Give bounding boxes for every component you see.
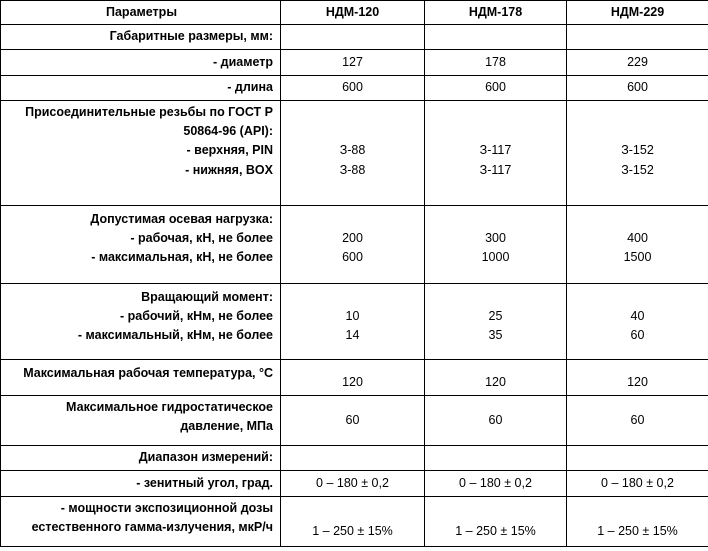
value-line xyxy=(572,103,703,122)
param-cell xyxy=(1,396,281,446)
value-line: 1500 xyxy=(623,250,652,265)
value-line: 120 xyxy=(627,374,648,389)
value-cell xyxy=(567,50,708,76)
param-line: - верхняя, PIN xyxy=(186,143,273,158)
param-line: давление, МПа xyxy=(180,419,273,434)
value-line: 1 – 250 ± 15% xyxy=(597,523,678,538)
param-cell xyxy=(1,206,281,284)
value-line: 600 xyxy=(342,80,363,95)
value-cell xyxy=(567,284,708,360)
value-cell xyxy=(281,360,425,396)
table-row xyxy=(1,206,708,284)
value-cell xyxy=(281,446,425,471)
value-line: 25 xyxy=(488,309,503,324)
value-line: 1000 xyxy=(481,250,510,265)
table-row xyxy=(1,50,708,76)
param-line: Габаритные размеры, мм: xyxy=(109,29,273,43)
value-line: 120 xyxy=(485,374,506,389)
param-cell xyxy=(1,101,281,206)
value-cell xyxy=(425,446,567,471)
param-line: 50864-96 (API): xyxy=(183,124,273,139)
table-row xyxy=(1,471,708,497)
param-line: - длина xyxy=(227,80,273,95)
table-row xyxy=(1,25,708,50)
value-cell xyxy=(567,206,708,284)
value-cell xyxy=(425,360,567,396)
value-cell xyxy=(425,471,567,497)
param-line: - диаметр xyxy=(213,54,273,69)
param-cell xyxy=(1,446,281,471)
param-line: - рабочий, кНм, не более xyxy=(119,309,273,324)
value-line: 229 xyxy=(627,54,648,69)
table-row xyxy=(1,360,708,396)
value-cell xyxy=(281,471,425,497)
value-line: 0 – 180 ± 0,2 xyxy=(601,475,674,490)
value-line: З-88 xyxy=(339,143,366,158)
value-line xyxy=(430,210,561,229)
value-cell xyxy=(425,396,567,446)
value-line: 35 xyxy=(488,328,503,343)
value-line xyxy=(286,288,419,307)
param-line: - нижняя, BOX xyxy=(185,162,273,177)
value-cell xyxy=(567,471,708,497)
value-line xyxy=(430,122,561,141)
value-cell xyxy=(281,25,425,50)
value-line: 10 xyxy=(345,309,360,324)
value-line xyxy=(572,288,703,307)
param-line: Максимальное гидростатическое xyxy=(66,400,273,414)
param-line: естественного гамма-излучения, мкР/ч xyxy=(31,520,273,535)
param-line: - мощности экспозиционной дозы xyxy=(60,501,273,515)
value-line: 0 – 180 ± 0,2 xyxy=(316,475,389,490)
value-line: 60 xyxy=(345,412,360,427)
table-row xyxy=(1,76,708,101)
value-cell xyxy=(425,497,567,547)
value-cell xyxy=(425,206,567,284)
value-line: 0 – 180 ± 0,2 xyxy=(459,475,532,490)
value-line: 40 xyxy=(630,309,645,324)
param-cell xyxy=(1,284,281,360)
header-params: Параметры xyxy=(1,1,281,25)
param-line: Диапазон измерений: xyxy=(138,450,273,464)
table-row xyxy=(1,446,708,471)
value-cell xyxy=(425,284,567,360)
param-cell xyxy=(1,360,281,396)
table-row xyxy=(1,396,708,446)
value-line: 400 xyxy=(627,231,648,246)
value-cell xyxy=(567,497,708,547)
param-line: - зенитный угол, град. xyxy=(136,475,273,490)
value-cell xyxy=(567,446,708,471)
param-line: Присоединительные резьбы по ГОСТ Р xyxy=(25,105,273,119)
param-cell xyxy=(1,25,281,50)
value-line: 1 – 250 ± 15% xyxy=(312,523,393,538)
value-cell xyxy=(281,497,425,547)
value-line: 60 xyxy=(630,328,645,343)
value-line: З-117 xyxy=(479,162,512,177)
table-row xyxy=(1,284,708,360)
param-line: Вращающий момент: xyxy=(141,290,273,304)
value-line: 200 xyxy=(342,231,363,246)
value-cell xyxy=(425,101,567,206)
value-line: 600 xyxy=(627,80,648,95)
value-line xyxy=(430,103,561,122)
param-cell xyxy=(1,497,281,547)
param-line: Максимальная рабочая температура, °С xyxy=(23,366,273,380)
table-row xyxy=(1,101,708,206)
value-line xyxy=(572,122,703,141)
value-line: З-152 xyxy=(621,162,654,177)
value-cell xyxy=(281,284,425,360)
value-line xyxy=(286,122,419,141)
value-line: 1 – 250 ± 15% xyxy=(455,523,536,538)
header-ndm-120: НДМ-120 xyxy=(281,1,425,25)
value-line: З-152 xyxy=(621,143,654,158)
header-ndm-178: НДМ-178 xyxy=(425,1,567,25)
value-line xyxy=(286,103,419,122)
value-cell xyxy=(567,396,708,446)
value-cell xyxy=(567,25,708,50)
value-line: 120 xyxy=(342,374,363,389)
header-ndm-229: НДМ-229 xyxy=(567,1,708,25)
value-line: 127 xyxy=(342,54,363,69)
table-row xyxy=(1,497,708,547)
param-line: - максимальный, кНм, не более xyxy=(77,328,273,343)
param-line: - максимальная, кН, не более xyxy=(91,250,273,265)
value-cell xyxy=(567,76,708,101)
param-line: - рабочая, кН, не более xyxy=(130,231,273,246)
value-line xyxy=(286,210,419,229)
value-line: 600 xyxy=(485,80,506,95)
value-line: 178 xyxy=(485,54,506,69)
value-line: З-88 xyxy=(339,162,366,177)
param-cell xyxy=(1,76,281,101)
value-cell xyxy=(425,50,567,76)
value-line: 60 xyxy=(488,412,503,427)
param-cell xyxy=(1,471,281,497)
value-cell xyxy=(281,206,425,284)
value-line xyxy=(572,210,703,229)
value-cell xyxy=(281,50,425,76)
value-line: 14 xyxy=(345,328,360,343)
value-cell xyxy=(567,360,708,396)
value-cell xyxy=(425,25,567,50)
value-line: 600 xyxy=(342,250,363,265)
param-line: Допустимая осевая нагрузка: xyxy=(90,212,273,226)
value-cell xyxy=(281,101,425,206)
value-cell xyxy=(281,76,425,101)
value-line: 300 xyxy=(485,231,506,246)
value-line: 60 xyxy=(630,412,645,427)
param-cell xyxy=(1,50,281,76)
header-row xyxy=(1,1,708,25)
value-line: З-117 xyxy=(479,143,512,158)
value-cell xyxy=(281,396,425,446)
value-cell xyxy=(425,76,567,101)
value-line xyxy=(430,288,561,307)
value-cell xyxy=(567,101,708,206)
